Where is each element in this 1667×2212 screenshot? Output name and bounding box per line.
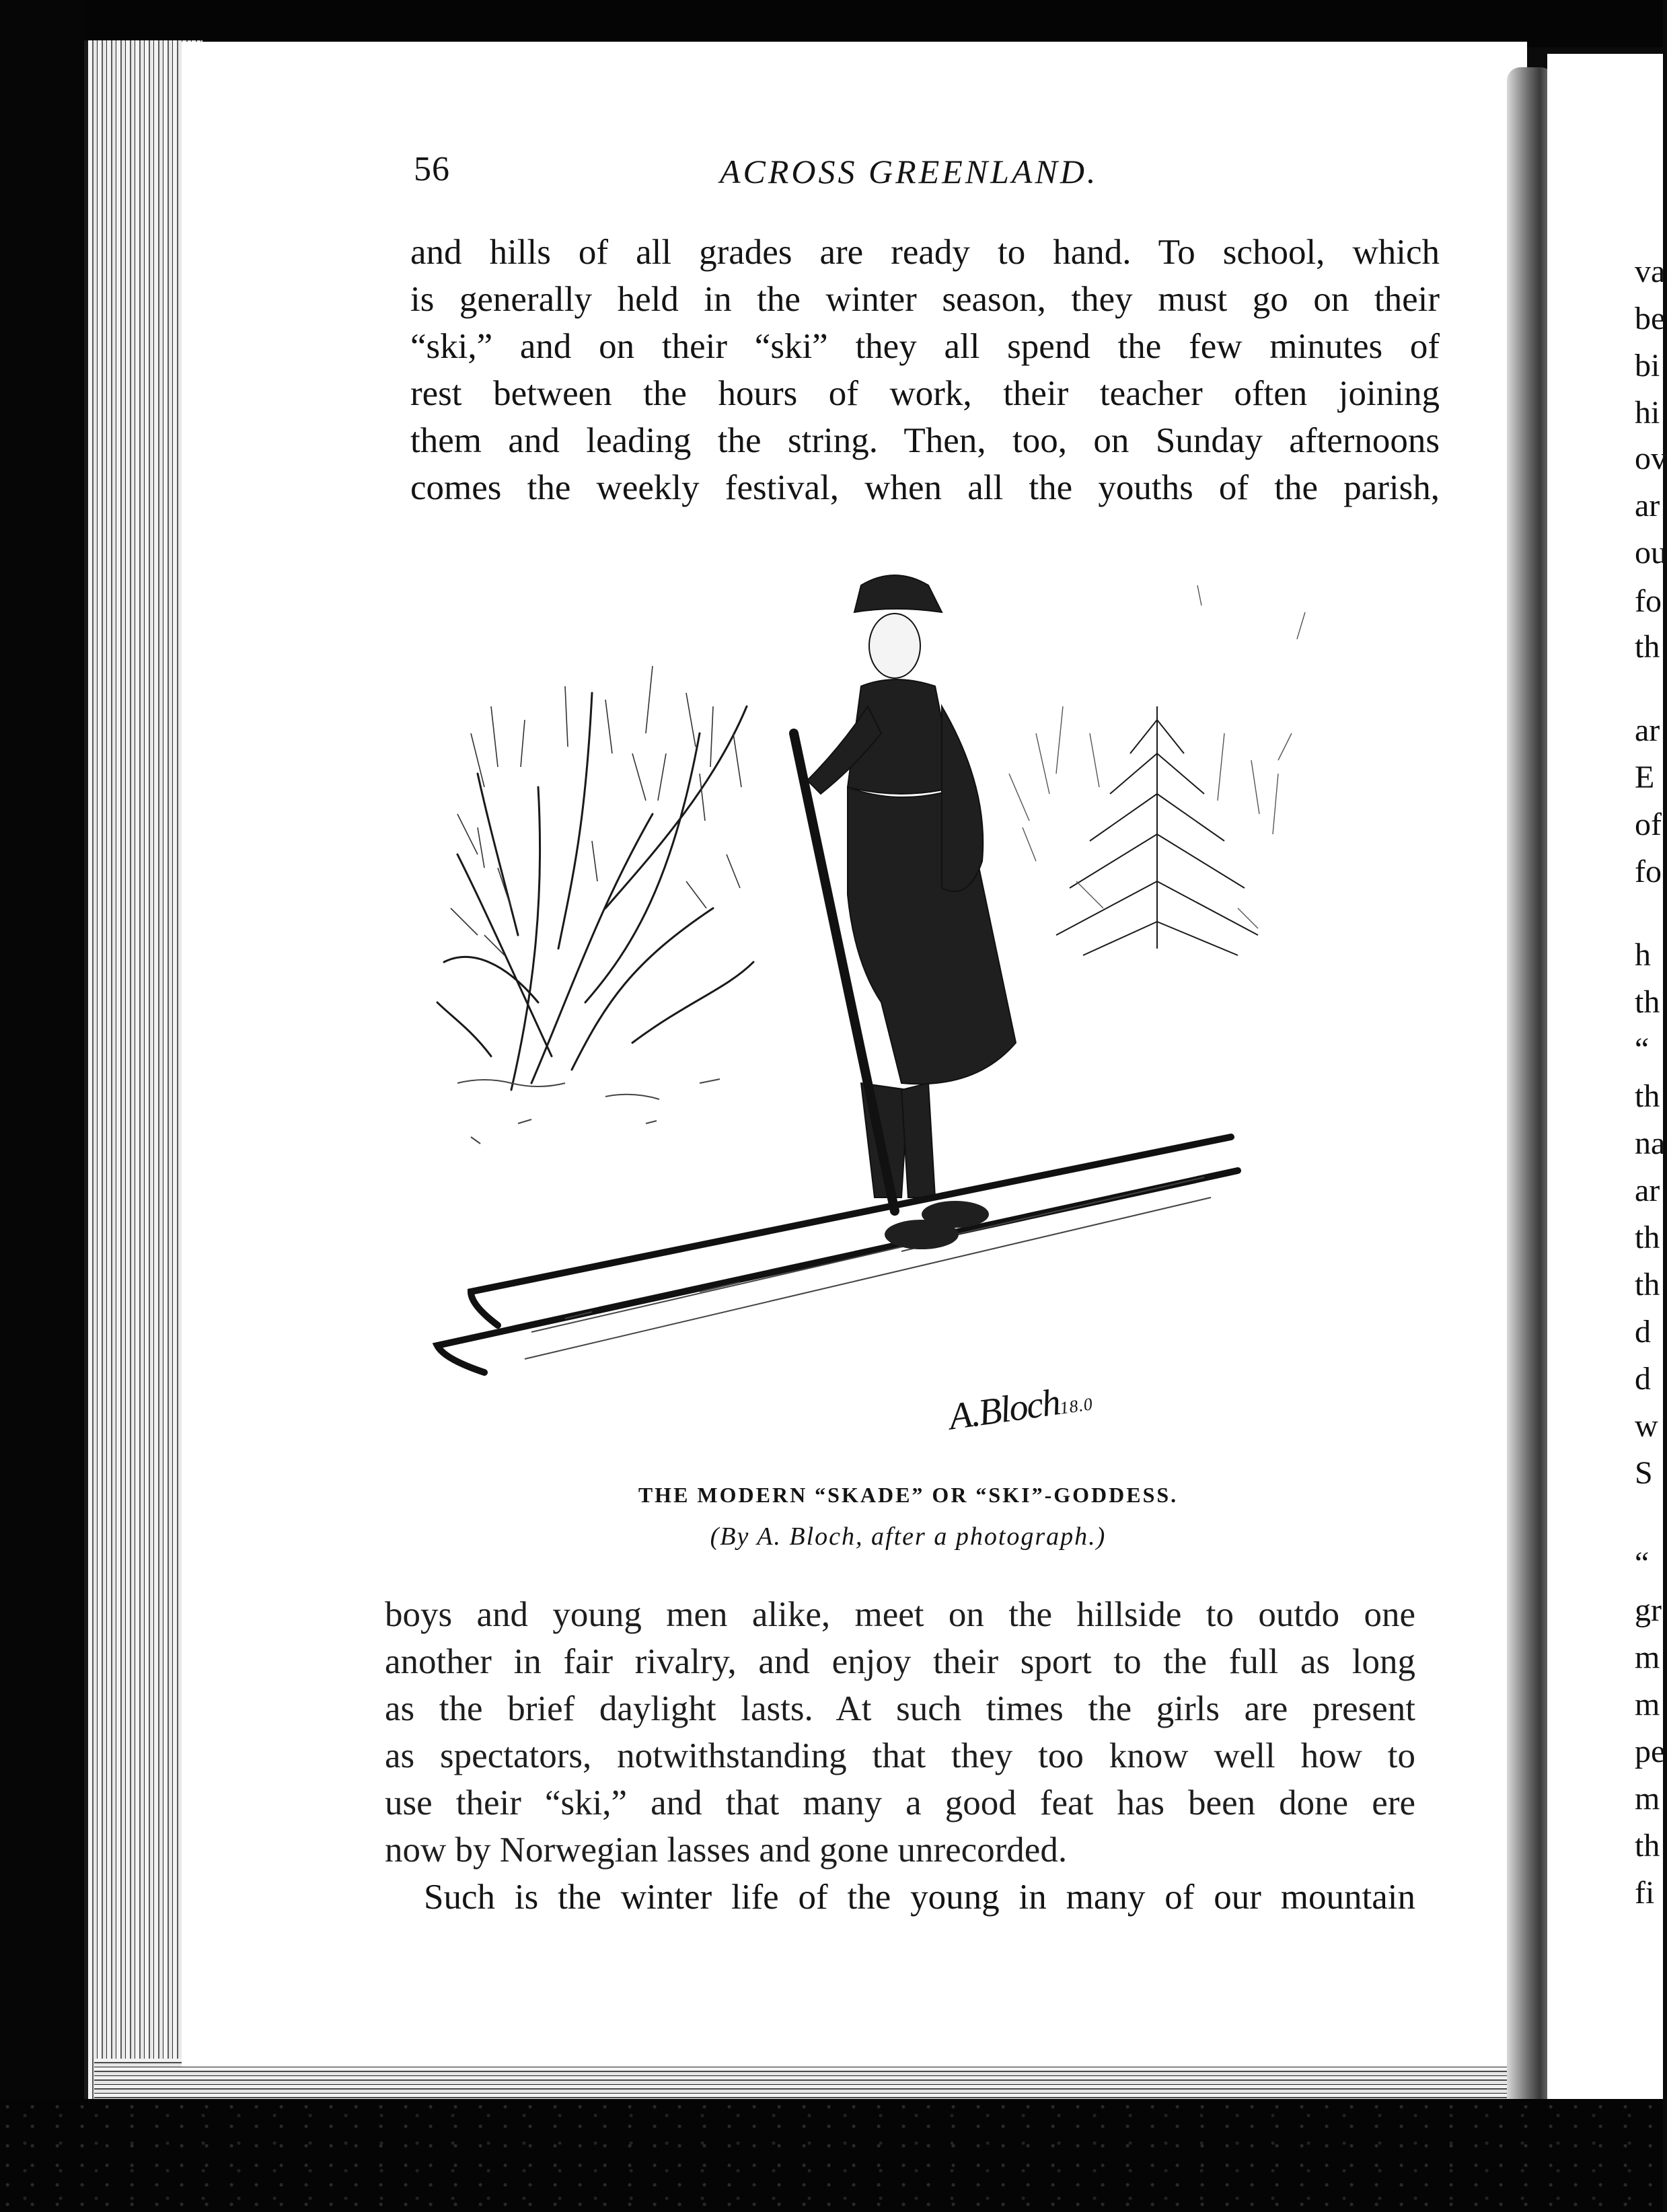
- facing-page-fragment: hi: [1635, 395, 1660, 431]
- paragraph-bottom: [385, 1591, 1415, 1874]
- text-line: comes the weekly festival, when all the youths of the parish,: [410, 468, 1440, 507]
- facing-page-fragment: fo: [1635, 583, 1662, 619]
- running-head-title: ACROSS GREENLAND.: [720, 153, 1099, 190]
- text-line: and hills of all grades are ready to hand. To school, which: [410, 233, 1440, 272]
- facing-page-fragment: “: [1635, 1031, 1650, 1067]
- text-line: rest between the hours of work, their teacher often joining: [410, 374, 1440, 413]
- figure-caption: THE MODERN “SKADE” OR “SKI”-GODDESS.: [638, 1483, 1179, 1507]
- facing-page-fragment: fi: [1635, 1875, 1655, 1911]
- facing-page-fragment: va: [1635, 254, 1666, 289]
- facing-page-fragment: be: [1635, 301, 1666, 336]
- scan-border-bottom: [0, 2099, 1663, 2212]
- scan-border-left: [0, 0, 84, 2212]
- text-line: as spectators, notwithstanding that they too know well how to: [385, 1736, 1415, 1775]
- facing-page-fragment: w: [1635, 1408, 1658, 1444]
- figure-credit: (By A. Bloch, after a photograph.): [710, 1522, 1107, 1551]
- facing-page: [1547, 54, 1667, 2119]
- facing-page-fragment: of: [1635, 807, 1662, 842]
- text-line: now by Norwegian lasses and gone unrecorded.: [385, 1831, 1068, 1870]
- facing-page-fragment: ar: [1635, 488, 1660, 523]
- facing-page-fragment: E: [1635, 760, 1655, 795]
- facing-page-fragment: th: [1635, 1267, 1660, 1302]
- facing-page-fragment: ar: [1635, 1173, 1660, 1208]
- facing-page-fragment: th: [1635, 1828, 1660, 1864]
- facing-page-fragment: pe: [1635, 1734, 1666, 1769]
- paragraph-last: [424, 1874, 1415, 1921]
- facing-page-fragment: m: [1635, 1687, 1660, 1722]
- text-line: Such is the winter life of the young in many of our mountain: [424, 1878, 1415, 1917]
- facing-page-fragment: th: [1635, 1078, 1660, 1114]
- facing-page-fragment: “: [1635, 1545, 1650, 1581]
- text-line: boys and young men alike, meet on the hillside to outdo one: [385, 1595, 1415, 1634]
- page-number: 56: [414, 150, 450, 188]
- text-line: use their “ski,” and that many a good feat has been done ere: [385, 1783, 1415, 1822]
- facing-page-fragment: fo: [1635, 854, 1662, 889]
- signature-year: 18.0: [1058, 1394, 1095, 1418]
- text-line: them and leading the string. Then, too, on Sunday afternoons: [410, 421, 1440, 460]
- facing-page-fragment: th: [1635, 984, 1660, 1020]
- facing-page-fragment: S: [1635, 1455, 1653, 1491]
- text-line: “ski,” and on their “ski” they all spend the few minutes of: [410, 327, 1440, 366]
- facing-page-fragment: h: [1635, 937, 1651, 973]
- text-line: as the brief daylight lasts. At such times the girls are present: [385, 1689, 1415, 1728]
- facing-page-fragment: ou: [1635, 535, 1667, 570]
- signature-text: A.Bloch: [946, 1381, 1062, 1438]
- facing-page-fragment: ov: [1635, 441, 1667, 476]
- facing-page-fragment: ar: [1635, 712, 1660, 748]
- facing-page-fragment: m: [1635, 1781, 1660, 1816]
- text-line: another in fair rivalry, and enjoy their sport to the full as long: [385, 1642, 1415, 1681]
- facing-page-fragment: m: [1635, 1639, 1660, 1675]
- facing-page-fragment: bi: [1635, 348, 1660, 383]
- text-line: is generally held in the winter season, they must go on their: [410, 280, 1440, 319]
- facing-page-fragment: na: [1635, 1126, 1666, 1161]
- facing-page-fragment: d: [1635, 1361, 1651, 1397]
- facing-page-fragment: th: [1635, 1220, 1660, 1255]
- ski-goddess-illustration: [431, 531, 1372, 1460]
- facing-page-fragment: gr: [1635, 1592, 1662, 1628]
- paragraph-top: [410, 229, 1440, 511]
- facing-page-fragment: th: [1635, 629, 1660, 665]
- scan-border-top: [0, 0, 1663, 47]
- facing-page-fragment: d: [1635, 1314, 1651, 1350]
